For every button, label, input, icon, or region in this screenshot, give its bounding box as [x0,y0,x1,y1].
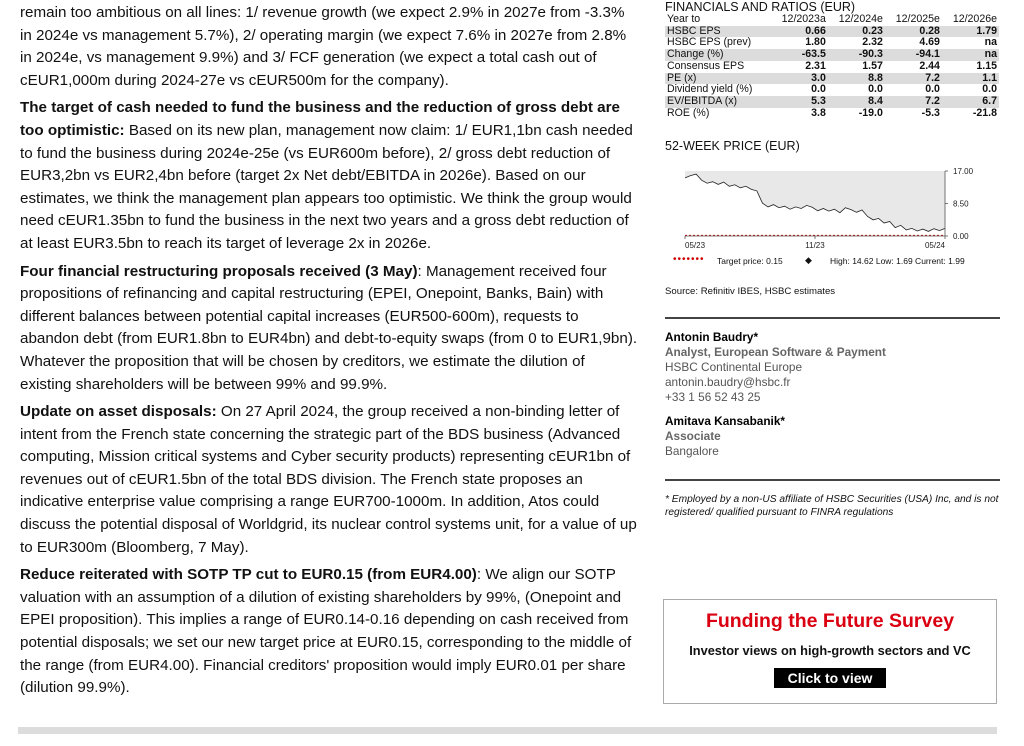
table-cell: 7.2 [885,96,942,108]
table-header-row [665,14,999,26]
price-chart-svg [665,161,983,251]
table-row [665,96,999,108]
table-header-cell: 12/2026e [952,13,997,25]
table-cell: 3.0 [771,73,828,85]
analyst-location: Bangalore [665,444,719,459]
promo-subtitle: Investor views on high-growth sectors and VC [689,643,971,658]
table-cell: 1.15 [976,59,997,72]
paragraph-text: remain too ambitious on all lines: 1/ revenue growth (we expect 2.9% in 2027e from -3.3% in 2024e vs management 5.7%), 2/ operating margin (we expect 7.6% in 2027e from 2.8% in 2024e, vs management 9.9%) and 3/ FCF generation (we expect a total cash out of cEUR1,000m during 2024-27e vs cEUR500m for the company). [20,4,627,89]
x-tick-label: 05/24 [924,241,945,251]
table-cell: -63.5 [771,49,828,61]
sidebar [665,0,1000,519]
table-cell: 2.44 [919,59,940,72]
table-cell: 0.28 [885,26,942,38]
table-cell: 0.0 [868,83,883,96]
legend-stats: High: 14.62 Low: 1.69 Current: 1.99 [830,256,965,267]
table-cell: 1.57 [862,59,883,72]
table-header-cell: 12/2025e [895,13,940,25]
row-label: Dividend yield (%) [667,83,753,96]
table-cell: 2.32 [862,36,883,49]
row-label: Change (%) [665,49,771,61]
analyst-email[interactable]: antonin.baudry@hsbc.fr [665,375,791,390]
click-to-view-button[interactable]: Click to view [774,668,887,688]
row-label: PE (x) [665,73,771,85]
paragraph [20,401,638,559]
analyst-role: Analyst, European Software & Payment [665,345,886,360]
row-label: HSBC EPS [665,26,771,38]
table-cell: na [942,49,999,61]
paragraph [20,261,638,397]
disclaimer: * Employed by a non-US affiliate of HSBC Securities (USA) Inc, and is not registered/ qualified pursuant to FINRA regulations [665,494,999,519]
analyst-phone: +33 1 56 52 43 25 [665,390,761,405]
y-tick-label: 0.00 [953,232,969,242]
financials-table [665,14,999,119]
divider [665,317,1000,319]
analyst-role: Associate [665,429,721,444]
y-tick-label: 8.50 [953,199,969,209]
row-label: Consensus EPS [667,59,745,72]
row-label: EV/EBITDA (x) [665,96,771,108]
table-header-cell: Year to [667,13,701,25]
table-cell: 0.0 [811,83,826,96]
table-cell: -5.3 [921,106,940,119]
paragraph [20,2,638,92]
x-tick-label: 11/23 [805,241,825,251]
table-cell: 5.3 [771,96,828,108]
paragraph-heading: Four financial restructuring proposals received (3 May) [20,262,418,280]
promo-title: Funding the Future Survey [705,610,955,632]
financials-title: FINANCIALS AND RATIOS (EUR) [665,0,856,14]
paragraph-heading: Reduce reiterated with SOTP TP cut to EUR0.15 (from EUR4.00) [20,566,477,584]
table-cell: 4.69 [919,36,940,49]
table-cell: 3.8 [811,106,826,119]
x-tick-label: 05/23 [685,241,706,251]
analyst-name: Amitava Kansabanik* [665,414,785,429]
table-cell: -21.8 [972,106,997,119]
table-cell: 2.31 [805,59,826,72]
footer-bar [18,727,997,734]
price-chart [665,161,1000,256]
paragraph-text: Based on its new plan, management now claim: 1/ EUR1,1bn cash needed to fund the business during 2024e-25e (vs EUR600m before), 2/ gross debt reduction of EUR3,2bn vs EUR2,4bn before (target 2x Net debt/EBITDA in 2026e). Based on our estimates, we think the management plan appears too optimistic. We think the group would need cEUR1.35bn to fund the business in the next two years and a gross debt reduction of at least EUR3.5bn to reach its target of leverage 2x in 2026e. [20,121,633,252]
chart-legend [665,256,1000,270]
table-cell: 6.7 [942,96,999,108]
paragraph-heading: The target of cash needed to fund the business and the reduction of gross debt are too optimistic: [20,99,620,139]
paragraph-text: On 27 April 2024, the group received a non-binding letter of intent from the French state concerning the strategic part of the BDS business (Advanced computing, Mission critical systems and Cyber security products) representing cEUR1bn of revenues out of cEUR1.5bn of the total BDS division. The French state proposes an indicative enterprise value comprising a range EUR700-1000m. In addition, Atos could discuss the potential disposal of Worldgrid, its nuclear control systems unit, for a value of up to EUR300m (Bloomberg, 7 May). [20,403,637,556]
table-cell: 8.4 [828,96,885,108]
paragraph-text: : We align our SOTP valuation with an assumption of a dilution of existing shareholders by 99%, (Onepoint and EPEI proposition). This implies a range of EUR0.14-0.16 depending on cash received from potential disposals; we set our new target price at EUR0.15, corresponding to the middle of the range (from EUR4.00). Financial creditors' proposition would imply EUR0.01 per share (dilution 99.9%). [20,566,632,697]
table-cell: 1.79 [942,26,999,38]
table-cell: na [984,36,997,49]
table-cell: -94.1 [885,49,942,61]
table-row [665,108,999,120]
legend-target: Target price: 0.15 [717,256,783,267]
y-tick-label: 17.00 [953,167,974,177]
chart-source: Source: Refinitiv IBES, HSBC estimates [665,286,836,298]
paragraph-heading: Update on asset disposals: [20,403,217,421]
report-body [20,2,638,705]
paragraph [20,564,638,700]
analyst-name: Antonin Baudry* [665,330,759,345]
table-cell: 1.1 [942,73,999,85]
row-label: ROE (%) [667,106,710,119]
table-cell: 0.66 [771,26,828,38]
table-cell: -90.3 [828,49,885,61]
diamond-icon: ◆ [805,255,812,266]
paragraph-text: : Management received four propositions of refinancing and capital restructuring (EPEI, Onepoint, Banks, Bain) with different balances between potential capital increases (EUR500-600m), requests to abandon debt (from EUR1.8bn to EUR4bn) and debt-to-equity swaps (from 0 to EUR1,9bn). Whatever the proposition that will be chosen by creditors, we estimate the dilution of existing shareholders will be between 99% and 99.9%. [20,262,638,393]
table-cell: -19.0 [858,106,883,119]
table-cell: 0.0 [925,83,940,96]
table-cell: 0.23 [828,26,885,38]
table-row [665,61,999,73]
row-label: HSBC EPS (prev) [667,36,752,49]
analyst-block [665,330,1000,459]
price-chart-title: 52-WEEK PRICE (EUR) [665,139,800,154]
table-header-cell: 12/2024e [838,13,883,25]
table-header-cell: 12/2023a [781,13,826,25]
table-cell: 8.8 [828,73,885,85]
paragraph [20,97,638,255]
table-cell: 1.80 [805,36,826,49]
table-cell: 7.2 [885,73,942,85]
divider [665,479,1000,481]
table-cell: 0.0 [982,83,997,96]
target-price-line-icon: ••••••• [673,254,705,266]
promo-banner[interactable] [663,599,997,704]
analyst-org: HSBC Continental Europe [665,360,803,375]
